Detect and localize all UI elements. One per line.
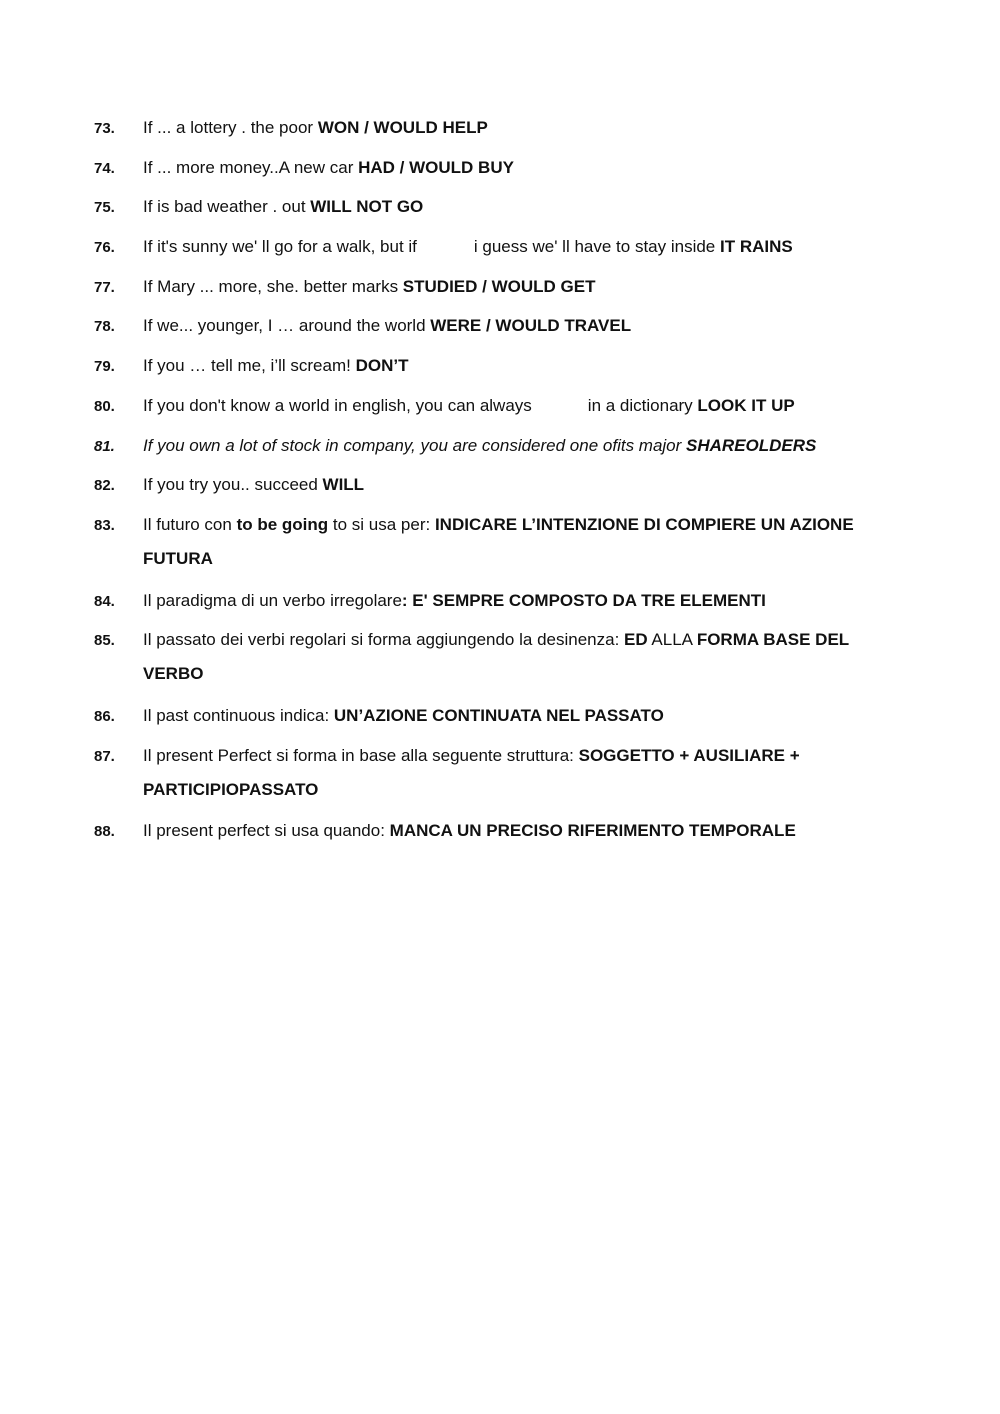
item-text: If you don't know a world in english, you can always — [143, 395, 532, 415]
list-item — [94, 390, 894, 422]
item-answer: : E' SEMPRE COMPOSTO DA TRE ELEMENTI — [401, 590, 766, 610]
item-answer: WILL NOT GO — [310, 197, 424, 217]
list-item — [94, 350, 894, 382]
item-answer: MANCA UN PRECISO RIFERIMENTO TEMPORALE — [389, 821, 796, 841]
item-number: 86. — [94, 707, 115, 725]
list-item — [94, 815, 894, 847]
list-item — [94, 310, 894, 342]
item-number: 85. — [94, 632, 115, 650]
item-emphasis: to be going — [236, 514, 329, 534]
item-answer: FORMA BASE DEL — [696, 630, 850, 650]
list-item — [94, 624, 894, 692]
item-answer: SOGGETTO + AUSILIARE + — [578, 745, 800, 765]
item-text: Il futuro con — [143, 514, 237, 534]
item-text: If it's sunny we' ll go for a walk, but if — [143, 237, 417, 257]
list-item — [94, 430, 894, 462]
item-number: 77. — [94, 278, 115, 296]
item-number: 81. — [94, 437, 115, 455]
item-text: If is bad weather . out — [143, 197, 311, 217]
item-answer: STUDIED / WOULD GET — [402, 276, 596, 296]
item-text: If we... younger, I … around the world — [143, 316, 431, 336]
list-item — [94, 740, 894, 808]
item-answer: UN’AZIONE CONTINUATA NEL PASSATO — [333, 705, 664, 725]
list-item — [94, 191, 894, 223]
item-answer: SHAREOLDERS — [686, 435, 817, 455]
question-list — [94, 112, 894, 855]
item-text: If you own a lot of stock in company, you are considered one ofits major — [143, 435, 687, 455]
item-answer: WON / WOULD HELP — [317, 118, 488, 137]
item-text: If ... a lottery . the poor — [143, 118, 318, 137]
item-text: If you … tell me, i’ll scream! — [143, 356, 356, 376]
item-answer: WILL — [322, 475, 365, 495]
item-text: If Mary ... more, she. better marks — [143, 276, 403, 296]
item-answer: INDICARE L’INTENZIONE DI COMPIERE UN AZIONE — [434, 514, 854, 534]
list-item — [94, 231, 894, 263]
list-item — [94, 509, 894, 577]
item-number: 80. — [94, 397, 115, 415]
item-answer-continued: FUTURA — [143, 548, 213, 568]
item-number: 84. — [94, 592, 115, 610]
item-text: If you try you.. succeed — [143, 475, 323, 495]
list-item — [94, 469, 894, 501]
item-text: Il present Perfect si forma in base alla seguente struttura: — [143, 745, 579, 765]
item-answer: LOOK IT UP — [697, 395, 795, 415]
item-text: Il present perfect si usa quando: — [143, 821, 390, 841]
item-answer: DON’T — [355, 356, 409, 376]
item-number: 73. — [94, 120, 115, 137]
item-text: to si usa per: — [328, 514, 435, 534]
list-item — [94, 271, 894, 303]
item-text: Il passato dei verbi regolari si forma aggiungendo la desinenza: — [143, 630, 625, 650]
item-answer: ED — [624, 630, 648, 650]
list-item — [94, 152, 894, 184]
item-text: in a dictionary — [587, 395, 698, 415]
item-number: 87. — [94, 747, 115, 765]
item-number: 76. — [94, 239, 115, 257]
item-text: Il past continuous indica: — [143, 705, 334, 725]
item-number: 88. — [94, 823, 115, 841]
item-answer: HAD / WOULD BUY — [358, 157, 514, 177]
item-number: 82. — [94, 477, 115, 495]
item-text: If ... more money..A new car — [143, 157, 359, 177]
item-number: 83. — [94, 516, 115, 534]
item-answer-continued: PARTICIPIOPASSATO — [143, 779, 319, 799]
item-text: i guess we' ll have to stay inside — [473, 237, 720, 257]
item-number: 74. — [94, 159, 115, 177]
item-number: 79. — [94, 358, 115, 376]
item-answer: IT RAINS — [719, 237, 793, 257]
list-item — [94, 700, 894, 732]
item-text: Il paradigma di un verbo irregolare — [143, 590, 402, 610]
item-number: 78. — [94, 318, 115, 336]
item-text: ALLA — [647, 630, 697, 650]
item-number: 75. — [94, 199, 115, 217]
item-answer: WERE / WOULD TRAVEL — [430, 316, 632, 336]
item-answer-continued: VERBO — [143, 664, 204, 684]
list-item — [94, 585, 894, 617]
list-item — [94, 112, 894, 144]
